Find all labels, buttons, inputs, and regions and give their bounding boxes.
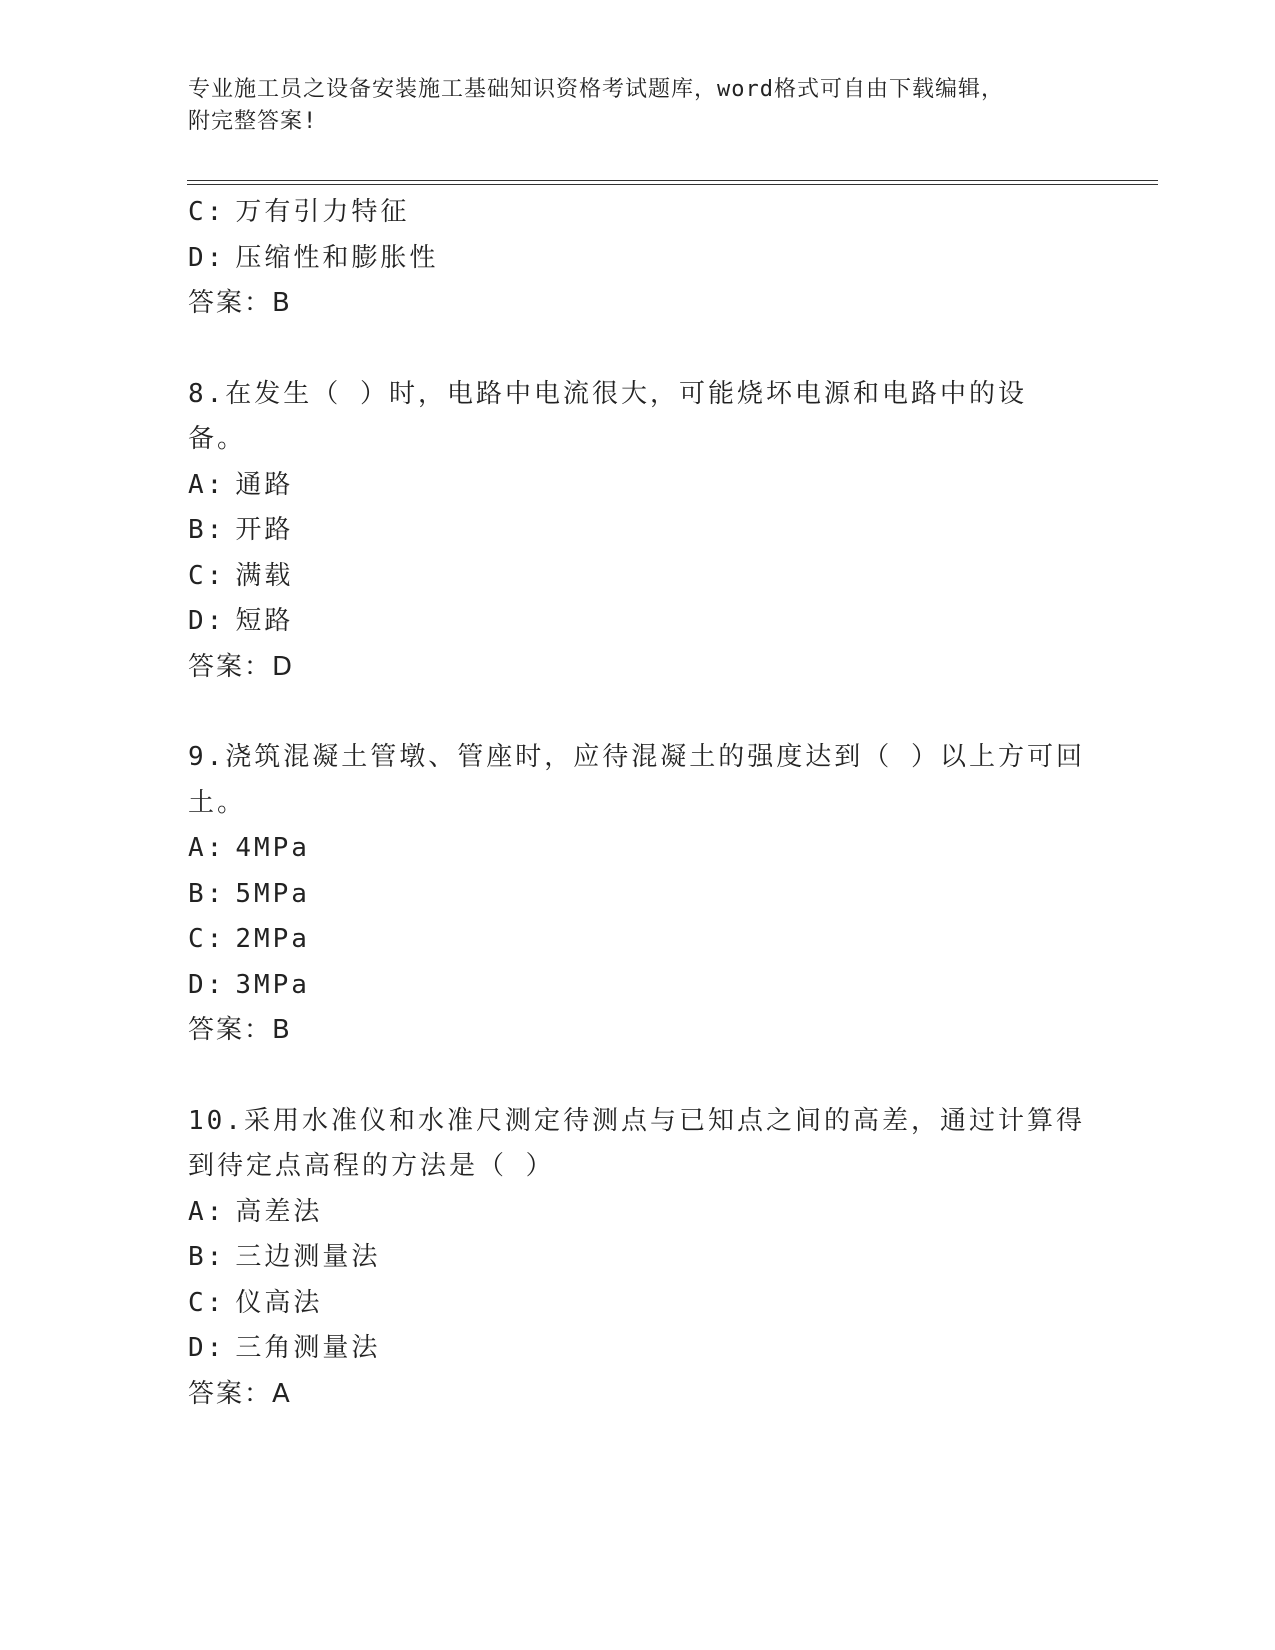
option-letter: A: bbox=[188, 833, 226, 863]
option-text: 三边测量法 bbox=[235, 1242, 381, 1272]
document-header bbox=[188, 74, 1088, 138]
option-c bbox=[188, 1281, 1088, 1327]
option-letter: D: bbox=[188, 606, 226, 636]
option-letter: D: bbox=[188, 1333, 226, 1363]
option-b bbox=[188, 1235, 1088, 1281]
option-letter: C: bbox=[188, 197, 226, 227]
question-8 bbox=[188, 372, 1088, 691]
option-letter: C: bbox=[188, 1287, 226, 1318]
option-d bbox=[188, 963, 1088, 1009]
option-letter: D: bbox=[188, 242, 226, 273]
header-rule-top bbox=[187, 180, 1158, 181]
header-rule-bottom bbox=[187, 184, 1158, 185]
option-c bbox=[188, 554, 1088, 600]
option-letter: B: bbox=[188, 878, 226, 909]
question-stem-line-1: 9.浇筑混凝土管墩、管座时，应待混凝土的强度达到（ ）以上方可回 bbox=[188, 742, 1085, 772]
answer-line: 答案：B bbox=[188, 288, 292, 318]
option-a bbox=[188, 826, 1088, 872]
option-c bbox=[188, 917, 1088, 963]
option-text: 4MPa bbox=[235, 833, 310, 863]
option-text: 压缩性和膨胀性 bbox=[235, 242, 439, 273]
question-stem-line-2: 到待定点高程的方法是（ ） bbox=[188, 1151, 555, 1181]
option-text: 3MPa bbox=[235, 969, 310, 1000]
header-line-2: 附完整答案! bbox=[188, 109, 318, 134]
option-a bbox=[188, 1190, 1088, 1236]
option-d bbox=[188, 1326, 1088, 1372]
answer-line: 答案：B bbox=[188, 1015, 292, 1045]
option-letter: D: bbox=[188, 969, 226, 1000]
question-stem-line-2: 土。 bbox=[188, 787, 247, 818]
option-letter: B: bbox=[188, 1242, 226, 1272]
option-d bbox=[188, 236, 1088, 282]
option-b bbox=[188, 872, 1088, 918]
option-text: 三角测量法 bbox=[235, 1333, 381, 1363]
option-letter: B: bbox=[188, 515, 226, 545]
option-text: 仪高法 bbox=[235, 1287, 323, 1318]
question-10 bbox=[188, 1099, 1088, 1418]
option-b bbox=[188, 508, 1088, 554]
question-9 bbox=[188, 735, 1088, 1054]
option-letter: C: bbox=[188, 924, 226, 954]
option-text: 5MPa bbox=[235, 878, 310, 909]
option-text: 2MPa bbox=[235, 924, 310, 954]
option-letter: C: bbox=[188, 560, 226, 591]
option-text: 开路 bbox=[235, 515, 294, 545]
question-stem: 8.在发生（ ）时，电路中电流很大，可能烧坏电源和电路中的设备。 bbox=[188, 378, 1027, 454]
question-stem-line-1: 10.采用水准仪和水准尺测定待测点与已知点之间的高差，通过计算得 bbox=[188, 1105, 1085, 1136]
option-text: 通路 bbox=[235, 469, 294, 500]
question-7-tail bbox=[188, 190, 1088, 327]
option-letter: A: bbox=[188, 469, 226, 500]
option-letter: A: bbox=[188, 1196, 226, 1227]
option-text: 高差法 bbox=[235, 1196, 323, 1227]
header-line-1: 专业施工员之设备安装施工基础知识资格考试题库，word格式可自由下载编辑， bbox=[188, 77, 1004, 102]
answer-line: 答案：A bbox=[188, 1378, 292, 1409]
answer-line: 答案：D bbox=[188, 651, 295, 682]
option-text: 满载 bbox=[235, 560, 294, 591]
option-c bbox=[188, 190, 1088, 236]
document-body bbox=[188, 190, 1088, 1417]
option-a bbox=[188, 463, 1088, 509]
option-text: 万有引力特征 bbox=[235, 197, 410, 227]
option-d bbox=[188, 599, 1088, 645]
option-text: 短路 bbox=[235, 606, 294, 636]
